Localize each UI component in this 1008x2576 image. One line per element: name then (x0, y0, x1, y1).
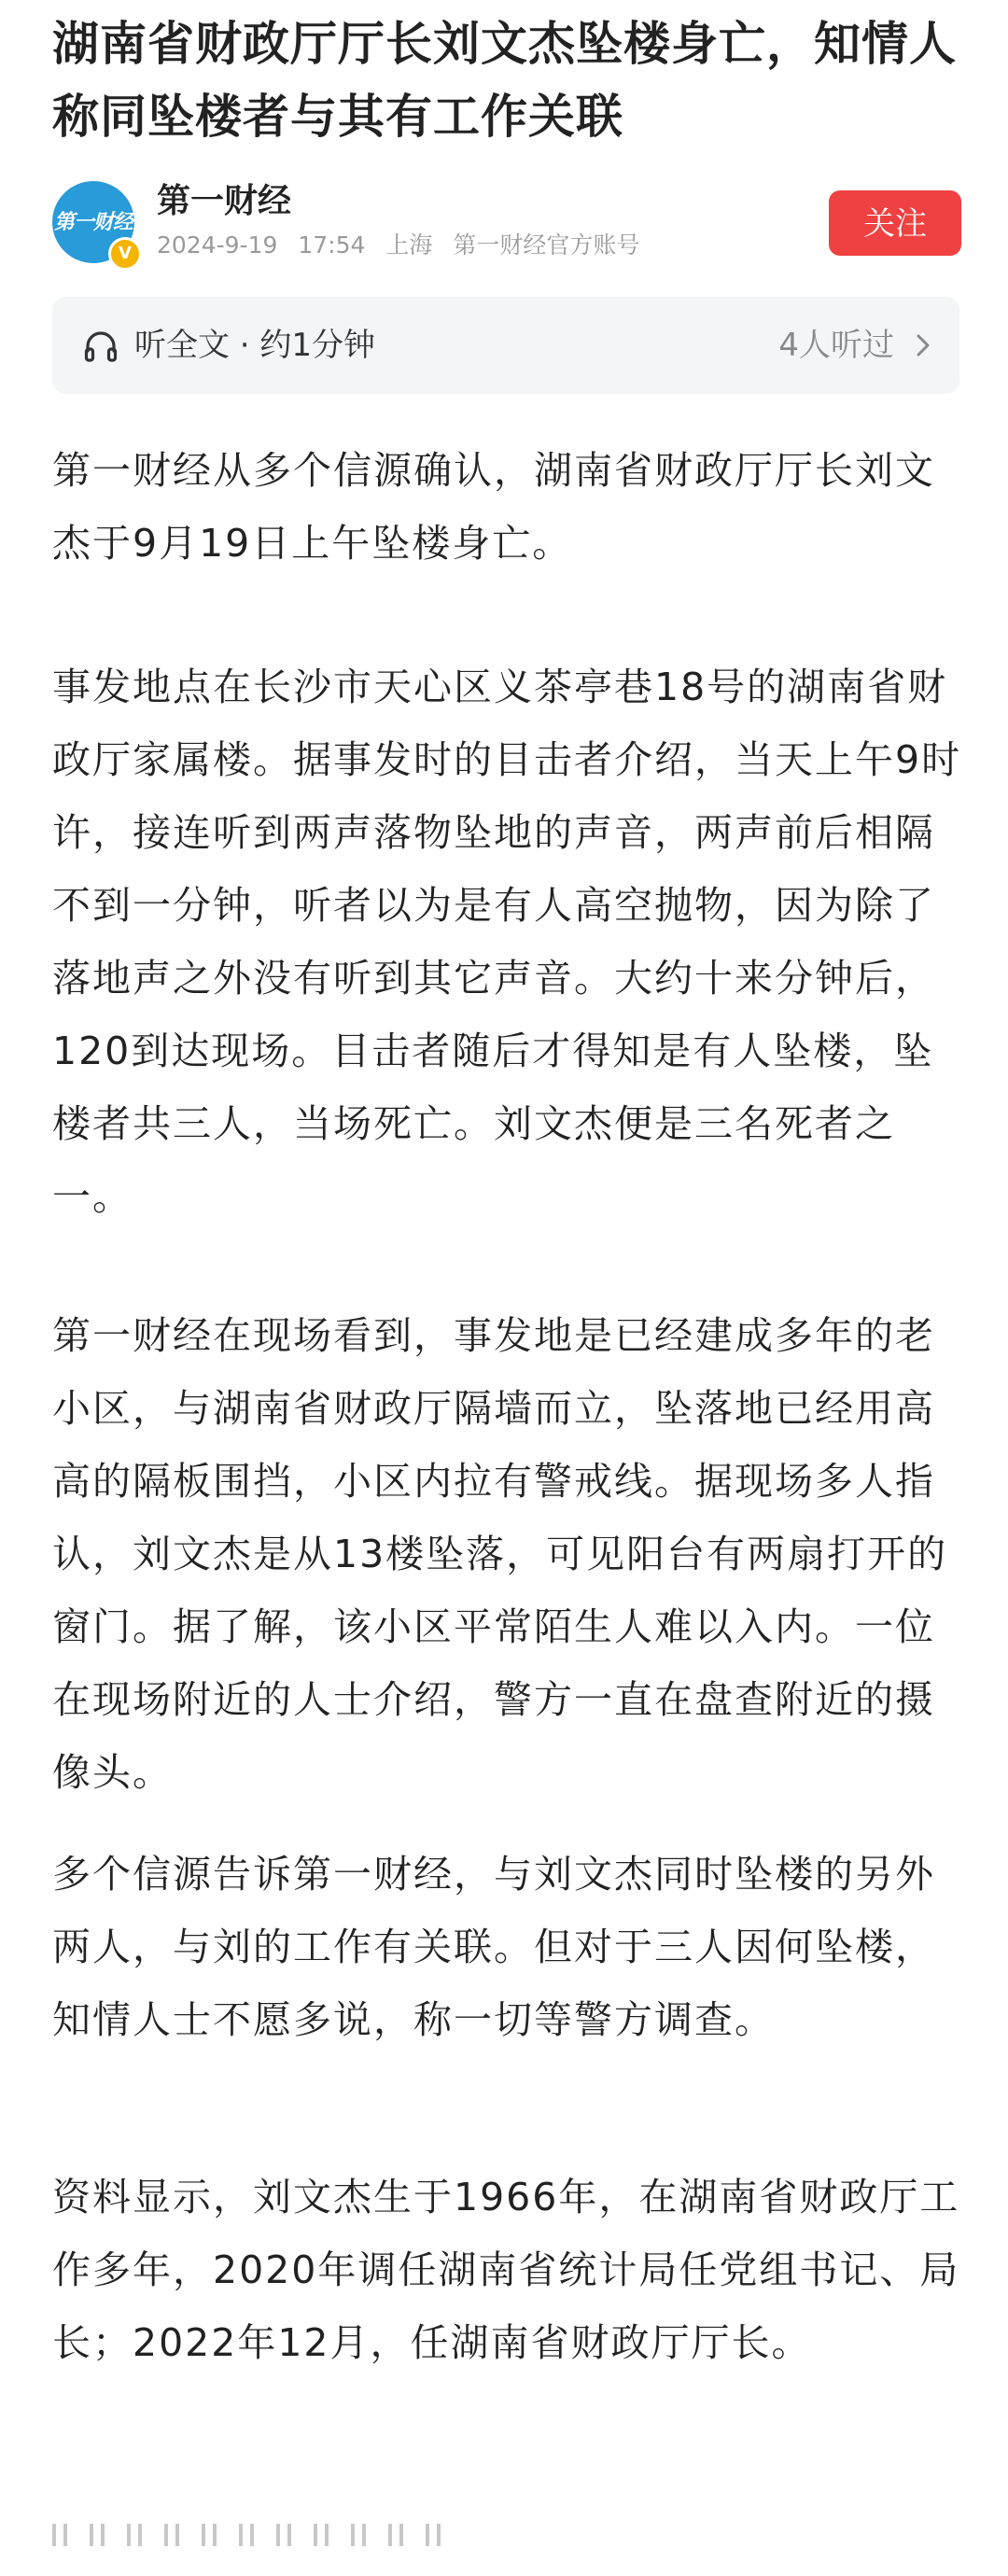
headphone-icon (84, 330, 118, 362)
listen-count: 4人听过 (778, 327, 894, 364)
verified-badge-icon: V (108, 237, 142, 271)
account-type: 第一财经官方账号 (453, 231, 640, 259)
author-meta (157, 230, 639, 261)
author-name[interactable]: 第一财经 (157, 182, 292, 220)
author-avatar[interactable] (52, 181, 134, 263)
follow-button[interactable]: 关注 (829, 190, 961, 256)
body-paragraph: 事发地点在长沙市天心区义茶亭巷18号的湖南省财政厅家属楼。据事发时的目击者介绍，当天上午9时许，接连听到两声落物坠地的声音，两声前后相隔不到一分钟，听者以为是有人高空抛物，因为除了落地声之外没有听到其它声音。大约十来分钟后，120到达现场。目击者随后才得知是有人坠楼，坠楼者共三人，当场死亡。刘文杰便是三名死者之一。 (52, 665, 962, 1219)
publish-location: 上海 (385, 231, 433, 259)
article-title: 湖南省财政厅厅长刘文杰坠楼身亡，知情人称同坠楼者与其有工作关联 (52, 17, 957, 144)
body-paragraph: 第一财经在现场看到，事发地是已经建成多年的老小区，与湖南省财政厅隔墙而立，坠落地已经用高高的隔板围挡，小区内拉有警戒线。据现场多人指认，刘文杰是从13楼坠落，可见阳台有两扇打开的窗门。据了解，该小区平常陌生人难以入内。一位在现场附近的人士介绍，警方一直在盘查附近的摄像头。 (52, 1313, 948, 1795)
watermark-bars (52, 2518, 444, 2552)
body-paragraph: 第一财经从多个信源确认，湖南省财政厅厅长刘文杰于9月19日上午坠楼身亡。 (52, 448, 935, 566)
publish-date: 2024-9-19 (157, 231, 278, 259)
author-logo-text: 第一财经 (53, 211, 133, 234)
listen-full-label: 听全文 · 约1分钟 (134, 327, 376, 364)
body-paragraph: 资料显示，刘文杰生于1966年，在湖南省财政厅工作多年，2020年调任湖南省统计局任党组书记、局长；2022年12月，任湖南省财政厅厅长。 (52, 2175, 960, 2365)
body-paragraph: 多个信源告诉第一财经，与刘文杰同时坠楼的另外两人，与刘的工作有关联。但对于三人因何坠楼，知情人士不愿多说，称一切等警方调查。 (52, 1852, 935, 2042)
publish-time: 17:54 (298, 231, 366, 259)
chevron-right-icon (915, 332, 931, 358)
listen-full-article-bar[interactable] (52, 297, 959, 394)
